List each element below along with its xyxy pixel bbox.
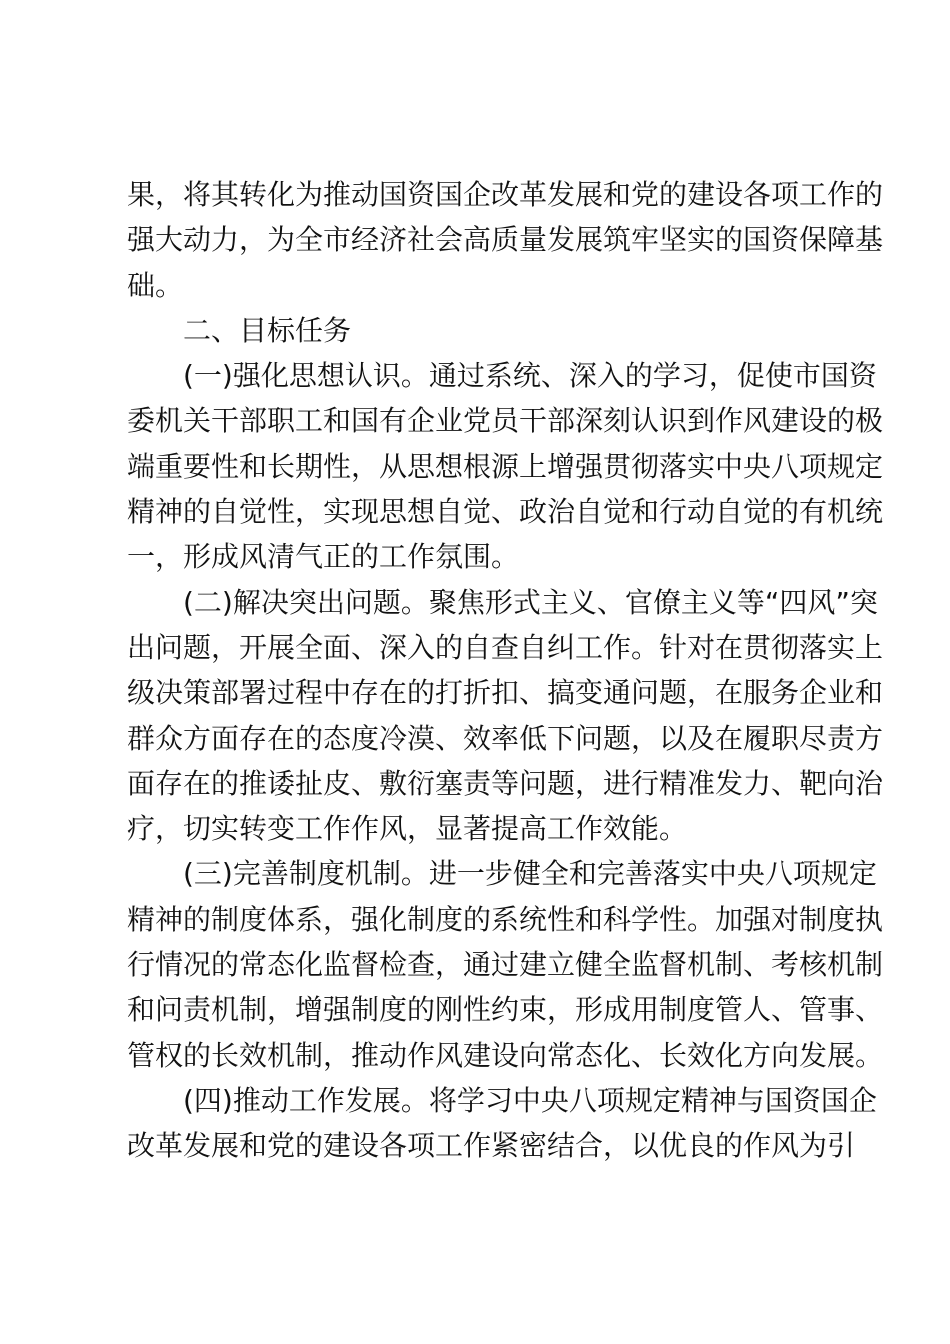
text-line: (三)完善制度机制。进一步健全和完善落实中央八项规定 [183,857,877,891]
text-line: (二)解决突出问题。聚焦形式主义、官僚主义等“四风”突 [183,585,878,619]
text-line: 群众方面存在的态度冷漠、效率低下问题，以及在履职尽责方 [127,721,884,755]
text-line: 面存在的推诿扯皮、敷衍塞责等问题，进行精准发力、靶向治 [127,766,884,800]
paragraph-item-3 [127,851,884,1077]
text-line: (一)强化思想认识。通过系统、深入的学习，促使市国资 [183,359,877,393]
text-line: 端重要性和长期性，从思想根源上增强贯彻落实中央八项规定 [127,449,884,483]
paragraph-item-1 [127,353,884,579]
paragraph-item-2 [127,580,884,852]
text-line: 疗，切实转变工作作风，显著提高工作效能。 [127,812,688,846]
text-line: 一，形成风清气正的工作氛围。 [127,540,520,574]
text-line: (四)推动工作发展。将学习中央八项规定精神与国资国企 [183,1083,877,1117]
text-line: 强大动力，为全市经济社会高质量发展筑牢坚实的国资保障基 [127,223,884,257]
text-line: 础。 [127,268,184,302]
paragraph-item-4 [127,1078,877,1169]
text-line: 管权的长效机制，推动作风建设向常态化、长效化方向发展。 [127,1038,884,1072]
text-line: 行情况的常态化监督检查，通过建立健全监督机制、考核机制 [127,948,884,982]
text-line: 果，将其转化为推动国资国企改革发展和党的建设各项工作的 [127,178,884,211]
section-heading: 二、目标任务 [183,313,352,347]
intro-paragraph [127,172,884,308]
text-line: 精神的自觉性，实现思想自觉、政治自觉和行动自觉的有机统 [127,495,884,529]
text-line: 和问责机制，增强制度的刚性约束，形成用制度管人、管事、 [127,993,884,1027]
text-line: 精神的制度体系，强化制度的系统性和科学性。加强对制度执 [127,902,884,936]
text-line: 委机关干部职工和国有企业党员干部深刻认识到作风建设的极 [127,404,884,438]
text-line: 改革发展和党的建设各项工作紧密结合，以优良的作风为引 [127,1129,856,1163]
text-line: 出问题，开展全面、深入的自查自纠工作。针对在贯彻落实上 [127,630,884,664]
text-line: 级决策部署过程中存在的打折扣、搞变通问题，在服务企业和 [127,676,884,710]
document-body [127,172,884,1169]
